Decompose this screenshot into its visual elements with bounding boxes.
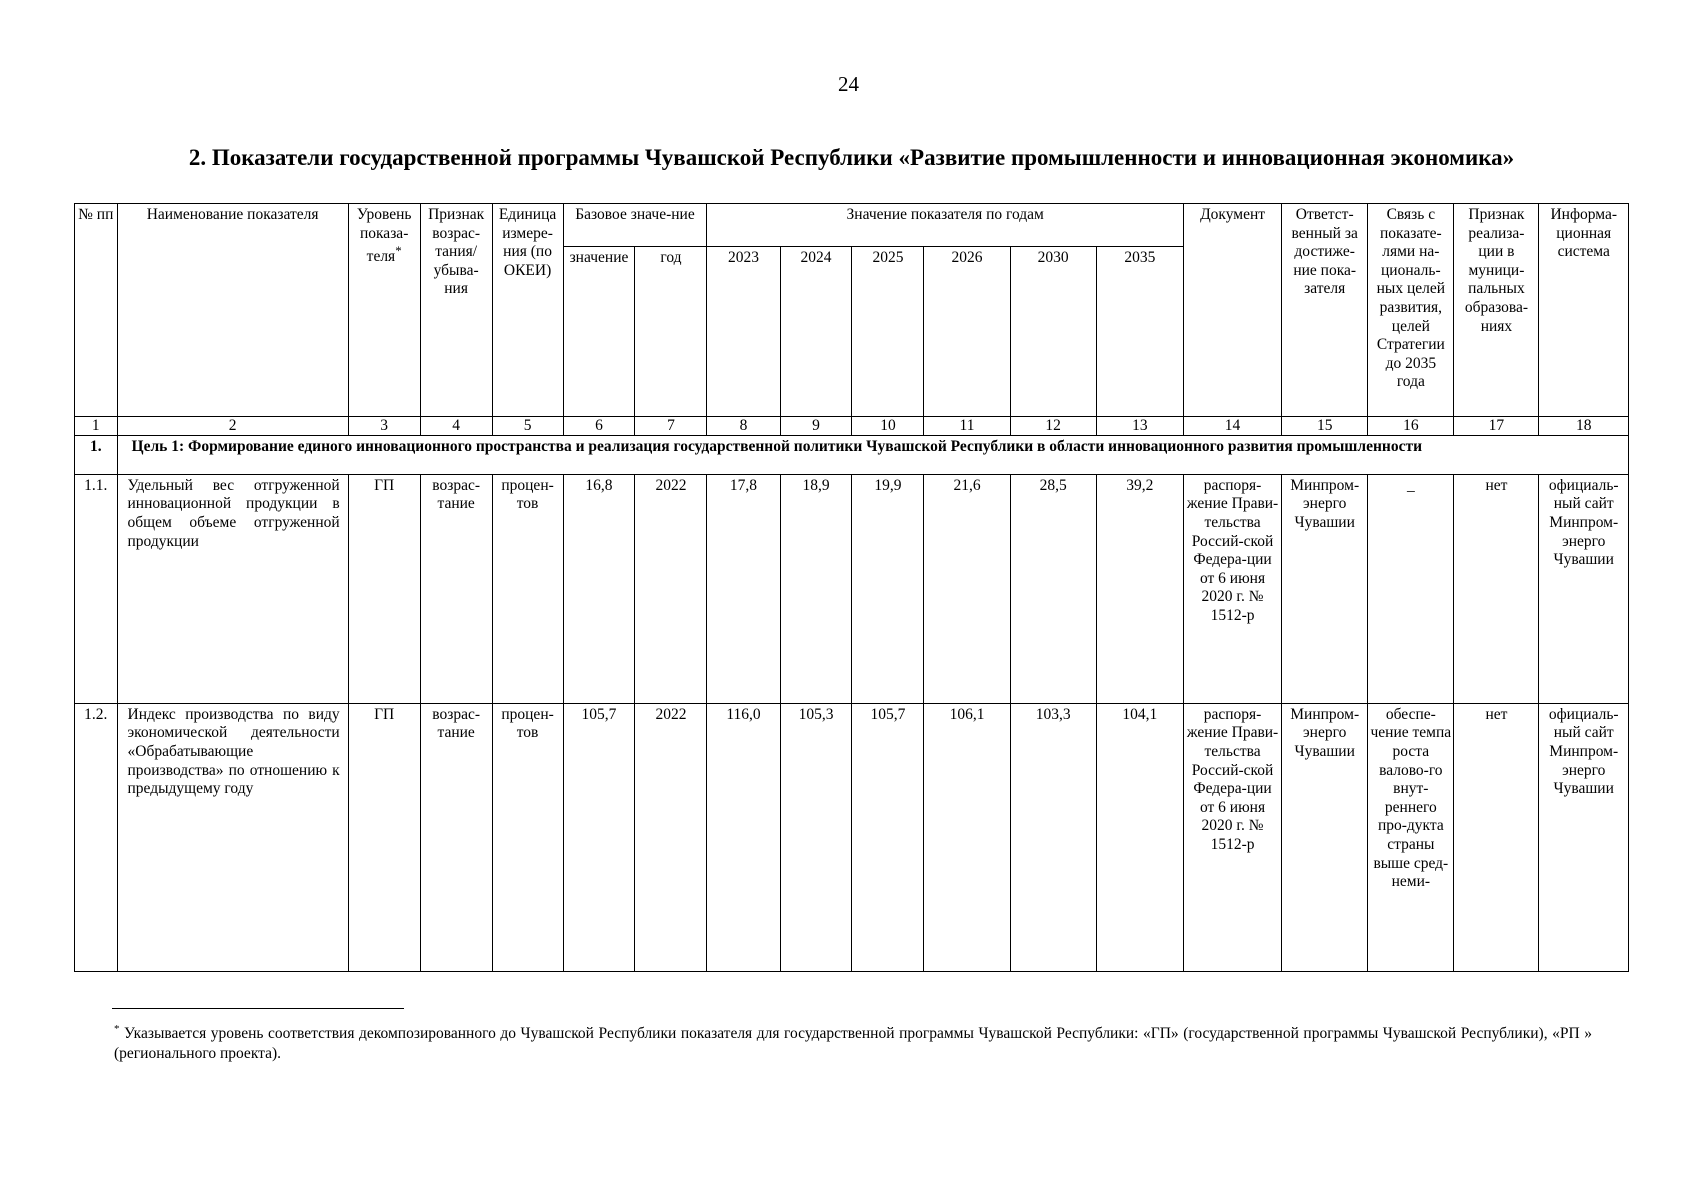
base-value: 16,8 — [563, 474, 635, 703]
indicator-responsible: Минпром-энерго Чувашии — [1282, 703, 1368, 971]
document-title: 2. Показатели государственной программы Чувашской Республики «Развитие промышленности и инновационная экономика» — [188, 145, 1515, 170]
column-number: 10 — [852, 417, 924, 436]
header-name: Наименование показателя — [117, 204, 348, 417]
header-level — [348, 204, 420, 417]
header-municipal: Признак реализа-ции в муници-пальных образова-ниях — [1454, 204, 1539, 417]
value-2035: 39,2 — [1096, 474, 1183, 703]
header-row — [75, 204, 1629, 247]
header-base: Базовое значе-ние — [563, 204, 707, 247]
indicator-level: ГП — [348, 703, 420, 971]
indicator-document: распоря-жение Прави-тельства Россий-ской Федера-ции от 6 июня 2020 г. № 1512-р — [1183, 474, 1281, 703]
column-number: 9 — [780, 417, 852, 436]
header-year: 2026 — [924, 247, 1010, 417]
header-unit: Единица измере-ния (по ОКЕИ) — [492, 204, 563, 417]
column-number: 15 — [1282, 417, 1368, 436]
indicator-responsible: Минпром-энерго Чувашии — [1282, 474, 1368, 703]
indicator-level: ГП — [348, 474, 420, 703]
indicator-name: Удельный вес отгруженной инновационной продукции в общем объеме отгруженной продукции — [117, 474, 348, 703]
header-year: 2035 — [1096, 247, 1183, 417]
column-number: 7 — [635, 417, 707, 436]
header-base-year: год — [635, 247, 707, 417]
value-2026: 106,1 — [924, 703, 1010, 971]
indicator-info-system: официаль-ный сайт Минпром-энерго Чувашии — [1539, 703, 1629, 971]
header-year: 2030 — [1010, 247, 1096, 417]
column-number: 14 — [1183, 417, 1281, 436]
indicator-link: обеспе-чение темпа роста валово-го внут-реннего про-дукта страны выше сред-неми- — [1368, 703, 1454, 971]
table-row — [75, 474, 1629, 703]
indicator-unit: процен-тов — [492, 474, 563, 703]
indicator-municipal: нет — [1454, 474, 1539, 703]
value-2025: 19,9 — [852, 474, 924, 703]
footnote-divider — [112, 1008, 404, 1009]
value-2024: 18,9 — [780, 474, 852, 703]
indicator-unit: процен-тов — [492, 703, 563, 971]
header-info-system: Информа-ционная система — [1539, 204, 1629, 417]
column-number: 12 — [1010, 417, 1096, 436]
column-number: 16 — [1368, 417, 1454, 436]
header-year: 2025 — [852, 247, 924, 417]
header-link: Связь с показате-лями на-циональ-ных целей развития, целей Стратегии до 2035 года — [1368, 204, 1454, 417]
column-number: 4 — [420, 417, 492, 436]
value-2023: 116,0 — [707, 703, 780, 971]
row-number: 1.1. — [75, 474, 118, 703]
indicators-table — [74, 203, 1629, 972]
goal-row — [75, 435, 1629, 474]
header-trend: Признак возрас-тания/ убыва-ния — [420, 204, 492, 417]
footnote-text: Указывается уровень соответствия декомпозированного до Чувашской Республики показателя для государственной программы Чувашской Республики: «ГП» (государственной программы Чувашской Республики), «РП » (регионального проекта). — [114, 1025, 1592, 1063]
column-number: 18 — [1539, 417, 1629, 436]
indicator-trend: возрас-тание — [420, 703, 492, 971]
value-2030: 103,3 — [1010, 703, 1096, 971]
footnote-mark: * — [114, 1023, 120, 1035]
table-row — [75, 703, 1629, 971]
indicator-info-system: официаль-ный сайт Минпром-энерго Чувашии — [1539, 474, 1629, 703]
column-numbers-row — [75, 417, 1629, 436]
footnote-marker: * — [395, 243, 402, 259]
goal-text: Цель 1: Формирование единого инновационного пространства и реализация государственной политики Чувашской Республики в области инновационного развития промышленности — [117, 435, 1628, 474]
indicator-name: Индекс производства по виду экономической деятельности «Обрабатывающие производства» по отношению к предыдущему году — [117, 703, 348, 971]
header-responsible: Ответст-венный за достиже-ние пока-зателя — [1282, 204, 1368, 417]
row-number: 1.2. — [75, 703, 118, 971]
column-number: 13 — [1096, 417, 1183, 436]
header-document: Документ — [1183, 204, 1281, 417]
column-number: 5 — [492, 417, 563, 436]
base-value: 105,7 — [563, 703, 635, 971]
column-number: 2 — [117, 417, 348, 436]
indicator-trend: возрас-тание — [420, 474, 492, 703]
column-number: 17 — [1454, 417, 1539, 436]
value-2025: 105,7 — [852, 703, 924, 971]
value-2026: 21,6 — [924, 474, 1010, 703]
value-2035: 104,1 — [1096, 703, 1183, 971]
column-number: 8 — [707, 417, 780, 436]
column-number: 3 — [348, 417, 420, 436]
value-2030: 28,5 — [1010, 474, 1096, 703]
header-base-value: значение — [563, 247, 635, 417]
header-years-group: Значение показателя по годам — [707, 204, 1184, 247]
footnote — [114, 1022, 1592, 1064]
base-year: 2022 — [635, 703, 707, 971]
goal-number: 1. — [75, 435, 118, 474]
header-year: 2023 — [707, 247, 780, 417]
column-number: 6 — [563, 417, 635, 436]
indicator-municipal: нет — [1454, 703, 1539, 971]
value-2024: 105,3 — [780, 703, 852, 971]
column-number: 11 — [924, 417, 1010, 436]
column-number: 1 — [75, 417, 118, 436]
value-2023: 17,8 — [707, 474, 780, 703]
indicator-link: _ — [1368, 474, 1454, 703]
header-no: № пп — [75, 204, 118, 417]
base-year: 2022 — [635, 474, 707, 703]
indicator-document: распоря-жение Прави-тельства Россий-ской Федера-ции от 6 июня 2020 г. № 1512-р — [1183, 703, 1281, 971]
page-number: 24 — [838, 72, 859, 96]
header-year: 2024 — [780, 247, 852, 417]
header-level-text: Уровень показа-теля — [356, 206, 412, 266]
